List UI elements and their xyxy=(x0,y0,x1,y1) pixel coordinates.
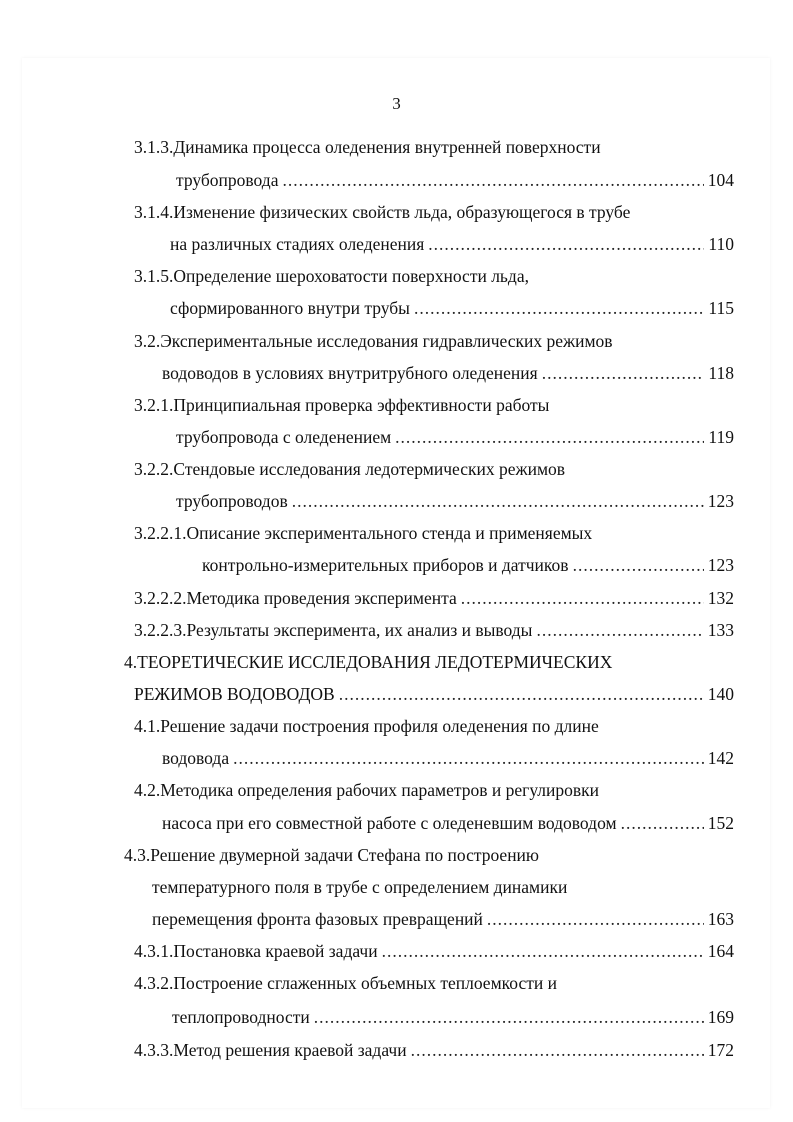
toc-page-number: 119 xyxy=(708,427,734,447)
toc-entry-3-2-1-line-1 xyxy=(134,393,549,417)
toc-entry-3-1-4-line-1 xyxy=(134,200,630,224)
toc-entry-text: 4.2.Методика определения рабочих параметров и регулировки xyxy=(134,780,600,800)
toc-entry-3-2-2-1-line-1 xyxy=(134,521,592,545)
leader-dots xyxy=(621,811,704,835)
leader-dots xyxy=(314,1005,704,1029)
toc-entry-3-2-2-3 xyxy=(134,618,734,642)
leader-dots xyxy=(233,746,704,770)
page-number: 3 xyxy=(392,94,401,113)
toc-entry-text: 4.3.3.Метод решения краевой задачи xyxy=(134,1040,407,1060)
toc-page-number: 164 xyxy=(707,941,734,961)
toc-page-number: 110 xyxy=(708,234,734,254)
toc-entry-text: РЕЖИМОВ ВОДОВОДОВ xyxy=(134,684,335,704)
leader-dots xyxy=(573,553,704,577)
toc-page-number: 152 xyxy=(707,813,734,833)
leader-dots xyxy=(461,586,704,610)
toc-entry-3-2-1-line-2 xyxy=(176,425,734,449)
toc-entry-text: 3.2.2.1.Описание экспериментального стенда и применяемых xyxy=(134,523,593,543)
leader-dots xyxy=(339,682,704,706)
toc-entry-4-3-line-3 xyxy=(152,907,734,931)
toc-entry-text: контрольно-измерительных приборов и датчиков xyxy=(202,555,569,575)
toc-page-number: 123 xyxy=(707,555,734,575)
toc-entry-text: 4.1.Решение задачи построения профиля оледенения по длине xyxy=(134,716,599,736)
toc-entry-3-2-line-2 xyxy=(162,361,734,385)
toc-entry-4-3-line-2 xyxy=(152,875,567,899)
toc-entry-text: 3.1.4.Изменение физических свойств льда, образующегося в трубе xyxy=(134,202,631,222)
leader-dots xyxy=(428,232,704,256)
leader-dots xyxy=(414,296,704,320)
toc-entry-4-3-2-line-1 xyxy=(134,971,557,995)
toc-entry-text: 4.3.2.Построение сглаженных объемных теплоемкости и xyxy=(134,973,557,993)
toc-page-number: 140 xyxy=(707,684,734,704)
toc-page-number: 163 xyxy=(707,909,734,929)
leader-dots xyxy=(487,907,704,931)
leader-dots xyxy=(542,361,705,385)
toc-entry-3-1-3-line-2 xyxy=(176,168,734,192)
leader-dots xyxy=(292,489,704,513)
toc-entry-3-2-line-1 xyxy=(134,329,613,353)
toc-entry-text: трубопровода с оледенением xyxy=(176,427,392,447)
leader-dots xyxy=(411,1038,704,1062)
toc-page-number: 123 xyxy=(707,491,734,511)
toc-entry-text: трубопроводов xyxy=(176,491,288,511)
toc-entry-4-3-2-line-2 xyxy=(172,1005,734,1029)
toc-entry-4-3-line-1 xyxy=(124,843,539,867)
toc-entry-text: 3.2.2.3.Результаты эксперимента, их анализ и выводы xyxy=(134,620,533,640)
toc-entry-text: 3.1.5.Определение шероховатости поверхности льда, xyxy=(134,266,529,286)
toc-entry-text: насоса при его совместной работе с оледеневшим водоводом xyxy=(162,813,617,833)
toc-page-number: 115 xyxy=(708,298,734,318)
toc-entry-text: 4.3.1.Постановка краевой задачи xyxy=(134,941,378,961)
toc-page-number: 118 xyxy=(708,363,734,383)
toc-entry-text: водоводов в условиях внутритрубного оледенения xyxy=(162,363,538,383)
toc-entry-text: перемещения фронта фазовых превращений xyxy=(152,909,483,929)
toc-page-number: 142 xyxy=(707,748,734,768)
toc-entry-3-2-2-line-1 xyxy=(134,457,565,481)
toc-page-number: 104 xyxy=(707,170,734,190)
toc-page-number: 172 xyxy=(707,1040,734,1060)
toc-entry-4-1-line-1 xyxy=(134,714,599,738)
toc-entry-3-2-2-2 xyxy=(134,586,734,610)
toc-entry-3-1-5-line-2 xyxy=(170,296,734,320)
toc-entry-text: 3.2.Экспериментальные исследования гидравлических режимов xyxy=(134,331,613,351)
toc-entry-text: 3.2.2.Стендовые исследования ледотермических режимов xyxy=(134,459,566,479)
toc-entry-3-2-2-line-2 xyxy=(176,489,734,513)
toc-entry-text: 3.2.1.Принципиальная проверка эффективности работы xyxy=(134,395,550,415)
toc-entry-text: сформированного внутри трубы xyxy=(170,298,410,318)
toc-entry-text: 3.2.2.2.Методика проведения эксперимента xyxy=(134,588,457,608)
toc-entry-text: на различных стадиях оледенения xyxy=(170,234,425,254)
toc-entry-3-1-4-line-2 xyxy=(170,232,734,256)
toc-entry-text: 4.ТЕОРЕТИЧЕСКИЕ ИССЛЕДОВАНИЯ ЛЕДОТЕРМИЧЕСКИХ xyxy=(124,652,613,672)
toc-entry-4-line-1 xyxy=(124,650,612,674)
leader-dots xyxy=(536,618,703,642)
toc-entry-text: 3.1.3.Динамика процесса оледенения внутренней поверхности xyxy=(134,137,601,157)
toc-entry-text: теплопроводности xyxy=(172,1007,310,1027)
toc-page-number: 132 xyxy=(707,588,734,608)
leader-dots xyxy=(282,168,703,192)
toc-entry-3-2-2-1-line-2 xyxy=(202,553,734,577)
leader-dots xyxy=(395,425,704,449)
toc-entry-4-line-2 xyxy=(134,682,734,706)
toc-page-number: 133 xyxy=(707,620,734,640)
toc-entry-text: 4.3.Решение двумерной задачи Стефана по построению xyxy=(124,845,540,865)
toc-entry-4-2-line-1 xyxy=(134,778,599,802)
toc-entry-3-1-3-line-1 xyxy=(134,135,601,159)
toc-entry-4-2-line-2 xyxy=(162,811,734,835)
toc-entry-text: водовода xyxy=(162,748,230,768)
toc-entry-4-3-1 xyxy=(134,939,734,963)
toc-entry-4-3-3 xyxy=(134,1038,734,1062)
toc-entry-4-1-line-2 xyxy=(162,746,734,770)
toc-entry-text: температурного поля в трубе с определением динамики xyxy=(152,877,568,897)
toc-entry-3-1-5-line-1 xyxy=(134,264,529,288)
leader-dots xyxy=(382,939,704,963)
toc-entry-text: трубопровода xyxy=(176,170,279,190)
toc-page-number: 169 xyxy=(707,1007,734,1027)
